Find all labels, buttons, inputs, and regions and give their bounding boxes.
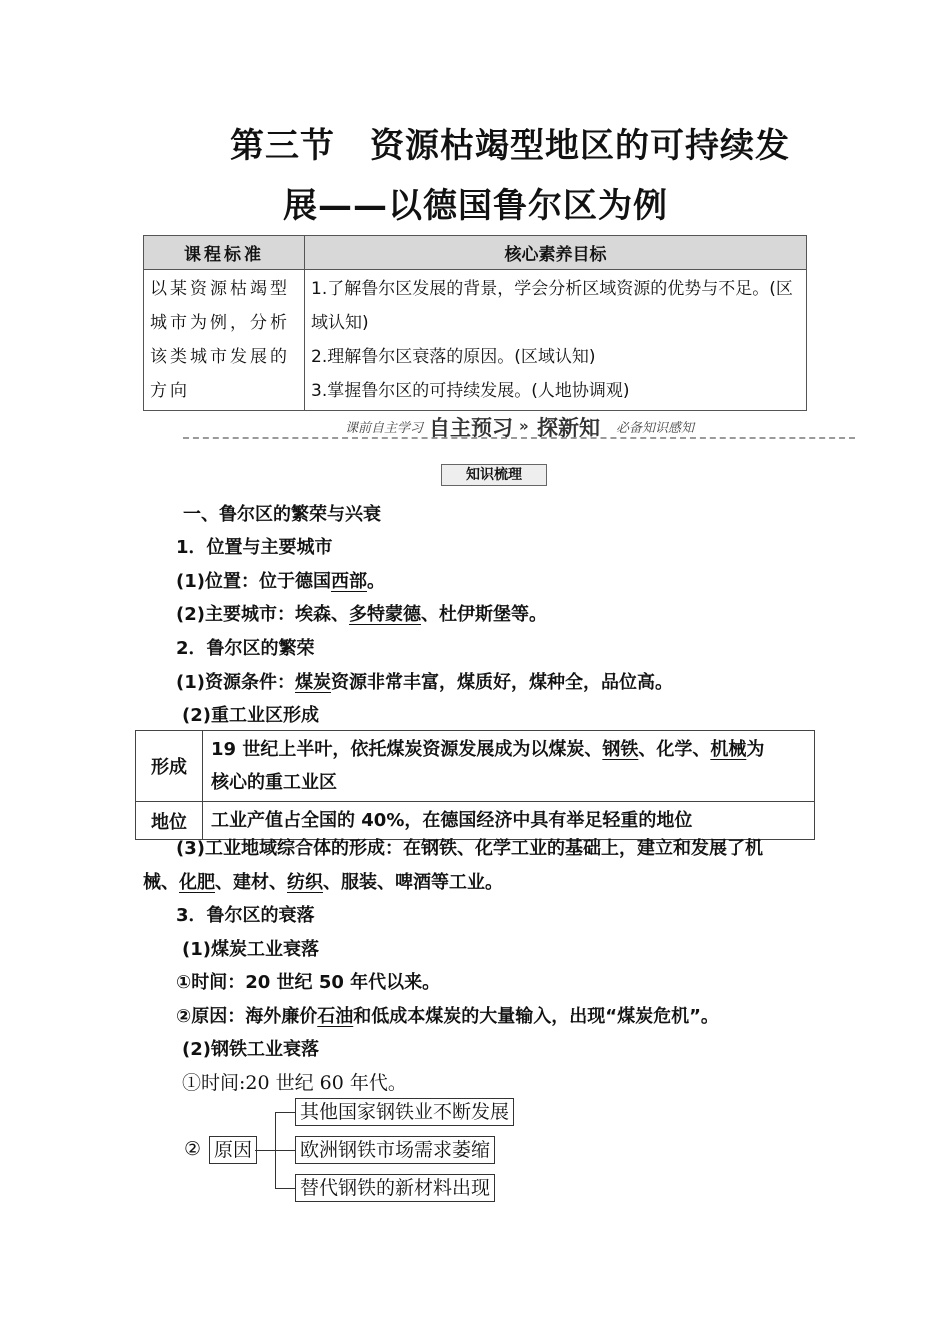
- subheading-prosperity: 2．鲁尔区的繁荣: [176, 638, 315, 659]
- standard-text: 以某资源枯竭型城市为例，分析该类城市发展的方向: [144, 270, 305, 411]
- banner-title-left: 自主预习: [429, 416, 513, 440]
- blank-answer: 钢铁: [602, 739, 639, 760]
- location-line: [176, 567, 385, 593]
- goal-item: 2.理解鲁尔区衰落的原因。(区域认知): [311, 347, 596, 367]
- text: 。: [366, 571, 385, 592]
- coal-decline-reason: [176, 1002, 719, 1028]
- industry-row-head: 地位: [136, 802, 203, 840]
- blank-answer: 纺织: [287, 872, 323, 893]
- industry-table: [135, 730, 815, 840]
- text: 核心的重工业区: [211, 772, 337, 793]
- diagram-root: 原因: [209, 1136, 257, 1164]
- blank-answer: 煤炭: [294, 672, 331, 693]
- connector: [275, 1150, 295, 1151]
- blank-answer: 石油: [317, 1006, 354, 1027]
- banner-left-text: 课前自主学习: [345, 421, 424, 436]
- text: 、杜伊斯堡等。: [420, 604, 547, 625]
- section-banner: [183, 415, 855, 440]
- text: 、化学、: [638, 739, 711, 760]
- standards-header-standard: 课程标准: [144, 236, 305, 270]
- diagram-marker: ②: [184, 1138, 202, 1160]
- complex-line-1: (3)工业地域综合体的形成：在钢铁、化学工业的基础上，建立和发展了机: [176, 838, 763, 859]
- standards-header-goals: 核心素养目标: [305, 236, 807, 270]
- heading-1: 一、鲁尔区的繁荣与兴衰: [183, 504, 381, 525]
- goals-cell: [305, 270, 807, 411]
- page-title-line2: 展——以德国鲁尔区为例: [283, 186, 668, 226]
- subheading-location: 1．位置与主要城市: [176, 537, 333, 558]
- steel-decline-heading: (2)钢铁工业衰落: [182, 1039, 319, 1060]
- text: 和低成本煤炭的大量输入，出现“煤炭危机”。: [353, 1006, 719, 1027]
- cities-line: [176, 600, 547, 626]
- diagram-branch: 欧洲钢铁市场需求萎缩: [295, 1136, 495, 1164]
- resource-line: [176, 668, 673, 694]
- connector: [275, 1188, 295, 1189]
- text: 资源非常丰富，煤质好，煤种全，品位高。: [330, 672, 673, 693]
- page-title-line1: 第三节 资源枯竭型地区的可持续发: [230, 126, 790, 166]
- complex-line-2: [143, 868, 503, 894]
- heavy-industry-heading: (2)重工业区形成: [182, 705, 319, 726]
- industry-row-head: 形成: [136, 731, 203, 802]
- text: 械、: [143, 872, 179, 893]
- text: 19 世纪上半叶，依托煤炭资源发展成为以煤炭、: [211, 739, 603, 760]
- text: 、服装、啤酒等工业。: [323, 872, 503, 893]
- connector: [255, 1150, 275, 1151]
- section-tag: 知识梳理: [441, 464, 547, 486]
- blank-answer: 机械: [710, 739, 747, 760]
- blank-answer: 化肥: [179, 872, 215, 893]
- goal-item: 3.掌握鲁尔区的可持续发展。(人地协调观): [311, 381, 630, 401]
- text: 、建材、: [215, 872, 287, 893]
- banner-title-right: 探新知: [537, 416, 600, 440]
- text: (1)位置：位于德国: [176, 571, 331, 592]
- blank-answer: 西部: [330, 571, 367, 592]
- diagram-branch: 其他国家钢铁业不断发展: [295, 1098, 514, 1126]
- blank-answer: 多特蒙德: [348, 604, 421, 625]
- banner-divider: [183, 437, 855, 439]
- coal-decline-time: ①时间：20 世纪 50 年代以来。: [176, 972, 441, 993]
- coal-decline-heading: (1)煤炭工业衰落: [182, 939, 319, 960]
- goal-item: 1.了解鲁尔区发展的背景，学会分析区域资源的优势与不足。(区域认知): [311, 279, 793, 333]
- industry-row-text: 工业产值占全国的 40%，在德国经济中具有举足轻重的地位: [203, 802, 815, 840]
- text: (1)资源条件：: [176, 672, 295, 693]
- text: 为: [746, 739, 765, 760]
- diagram-branch: 替代钢铁的新材料出现: [295, 1174, 495, 1202]
- banner-right-text: 必备知识感知: [616, 421, 695, 436]
- double-chevron-icon: »: [519, 417, 529, 435]
- subheading-decline: 3．鲁尔区的衰落: [176, 905, 315, 926]
- steel-decline-time: ①时间:20 世纪 60 年代。: [182, 1072, 407, 1094]
- connector: [275, 1112, 295, 1113]
- text: (2)主要城市：埃森、: [176, 604, 349, 625]
- text: ②原因：海外廉价: [176, 1006, 318, 1027]
- industry-row-text: [203, 731, 815, 802]
- standards-table: [143, 235, 807, 411]
